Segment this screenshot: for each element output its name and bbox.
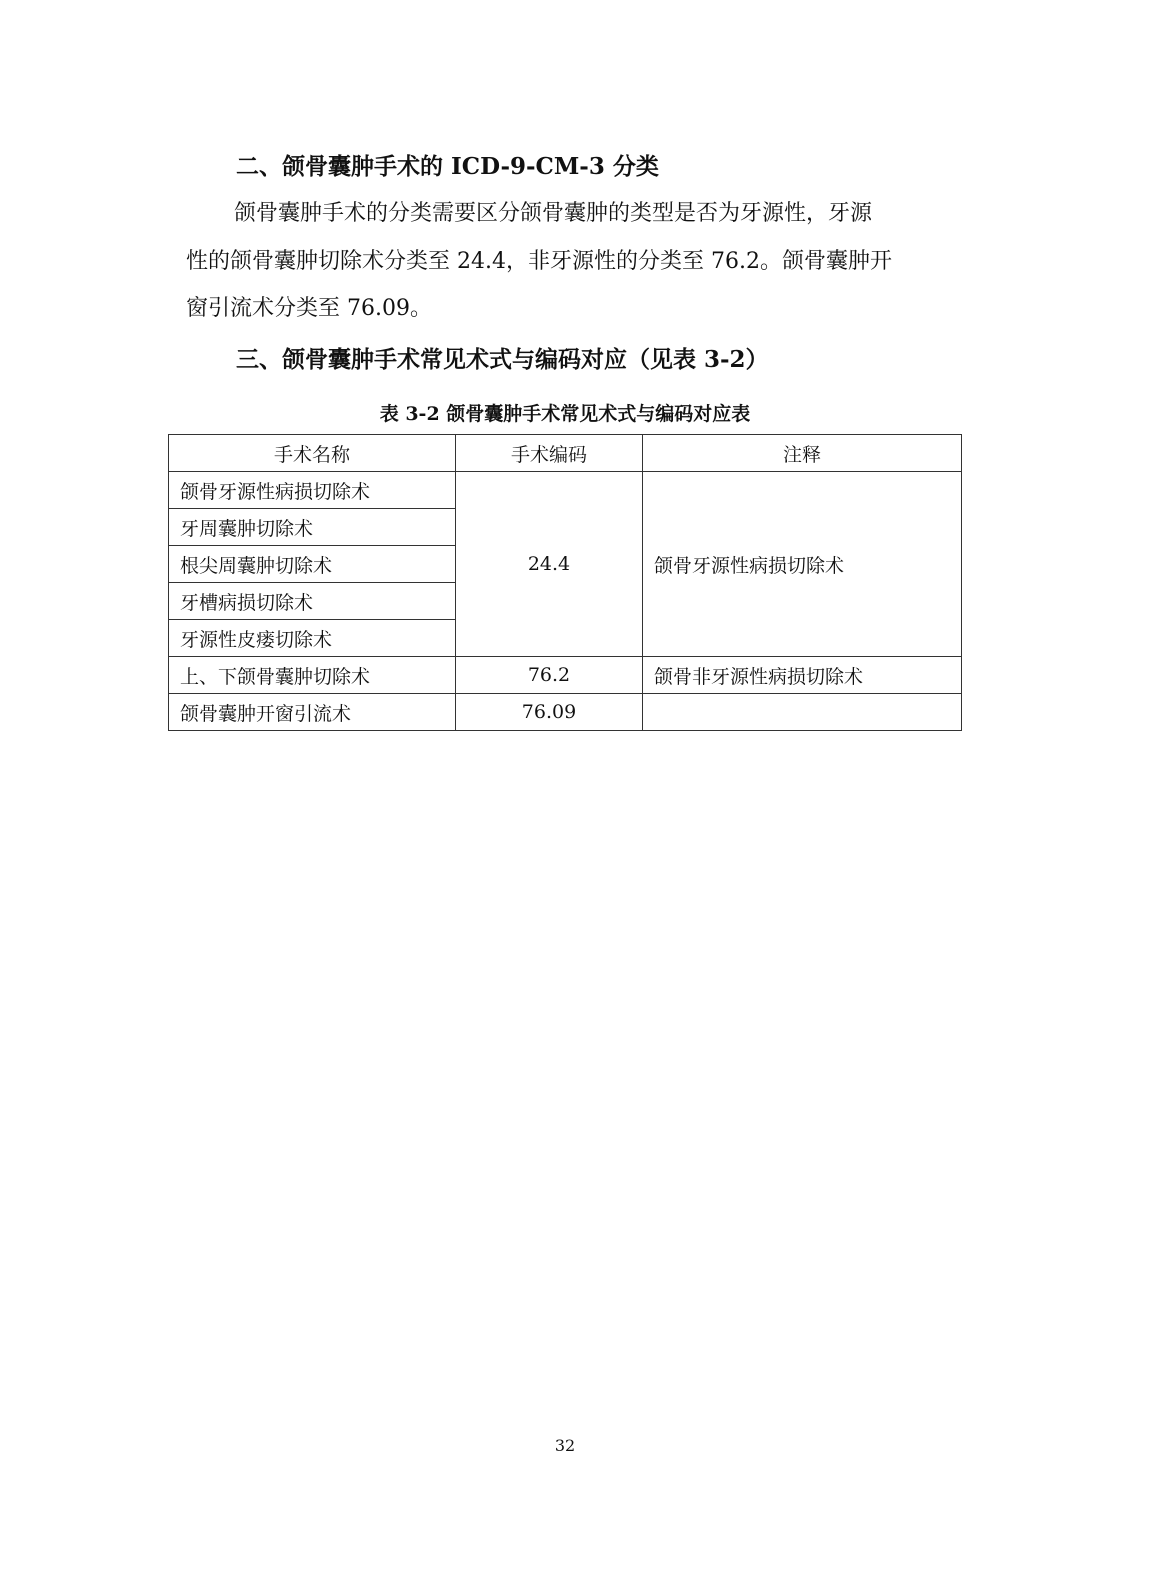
- table-row: [169, 657, 962, 694]
- page-number: 32: [554, 1436, 576, 1455]
- note-cell: 颌骨牙源性病损切除术: [643, 472, 962, 657]
- note-cell: [643, 694, 962, 731]
- table-row: [169, 472, 962, 509]
- procedure-name-cell: 颌骨牙源性病损切除术: [169, 472, 456, 509]
- procedure-name-cell: 牙槽病损切除术: [169, 583, 456, 620]
- column-header-note: 注释: [643, 435, 962, 472]
- section-heading-icd-classification: 二、颌骨囊肿手术的 ICD-9-CM-3 分类: [236, 153, 659, 180]
- procedure-name-cell: 牙源性皮瘘切除术: [169, 620, 456, 657]
- table-header-row: [169, 435, 962, 472]
- procedure-name-cell: 上、下颌骨囊肿切除术: [169, 657, 456, 694]
- procedure-code-cell: 76.2: [456, 657, 643, 694]
- paragraph-line: 颌骨囊肿手术的分类需要区分颌骨囊肿的类型是否为牙源性，牙源: [234, 201, 873, 226]
- section-heading-procedure-mapping: 三、颌骨囊肿手术常见术式与编码对应（见表 3-2）: [236, 346, 769, 373]
- paragraph-line: 性的颌骨囊肿切除术分类至 24.4，非牙源性的分类至 76.2。颌骨囊肿开: [186, 249, 892, 274]
- table-caption: 表 3-2 颌骨囊肿手术常见术式与编码对应表: [379, 403, 751, 425]
- paragraph-line: 窗引流术分类至 76.09。: [186, 296, 432, 321]
- procedure-name-cell: 牙周囊肿切除术: [169, 509, 456, 546]
- procedure-code-table: [168, 434, 962, 731]
- column-header-procedure-code: 手术编码: [456, 435, 643, 472]
- procedure-code-cell: 76.09: [456, 694, 643, 731]
- column-header-procedure-name: 手术名称: [169, 435, 456, 472]
- procedure-name-cell: 根尖周囊肿切除术: [169, 546, 456, 583]
- procedure-name-cell: 颌骨囊肿开窗引流术: [169, 694, 456, 731]
- procedure-code-cell: 24.4: [456, 472, 643, 657]
- note-cell: 颌骨非牙源性病损切除术: [643, 657, 962, 694]
- table-row: [169, 694, 962, 731]
